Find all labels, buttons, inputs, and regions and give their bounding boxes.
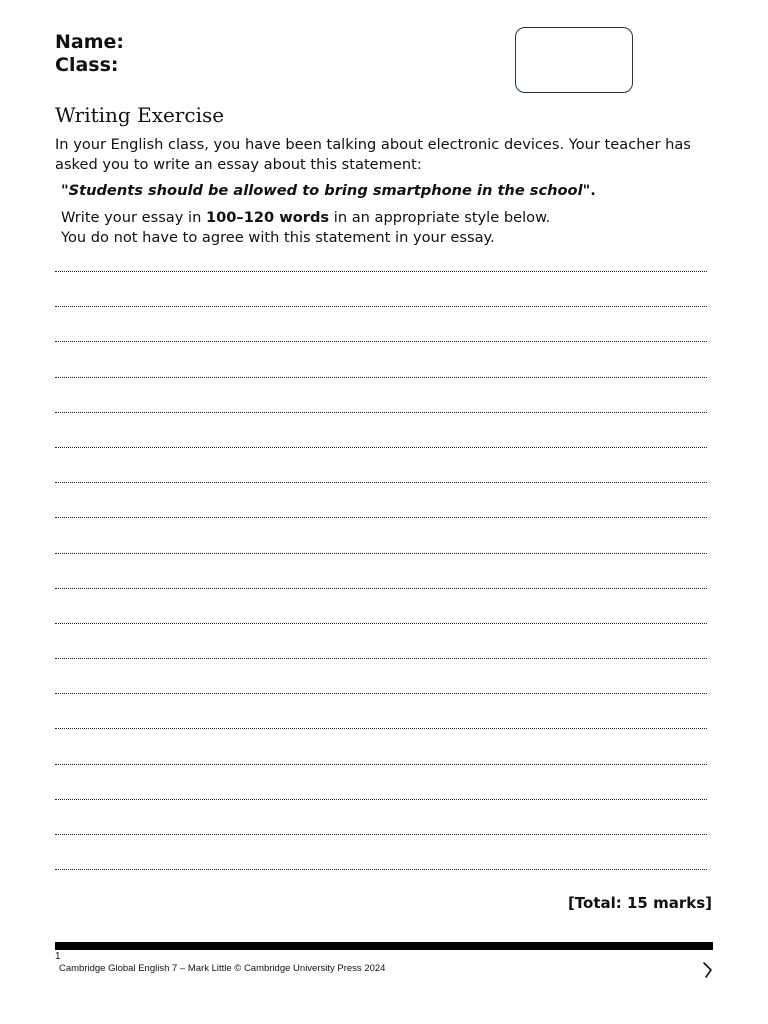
answer-line[interactable] — [55, 260, 707, 295]
essay-statement — [61, 181, 596, 201]
statement-close-quote: ". — [582, 182, 596, 199]
instruction-after: in an appropriate style below. — [329, 209, 551, 226]
answer-line[interactable] — [55, 788, 707, 823]
answer-line[interactable] — [55, 717, 707, 752]
answer-line[interactable] — [55, 506, 707, 541]
page-title: Writing Exercise — [55, 103, 225, 127]
instruction-line-1 — [61, 208, 550, 228]
class-label: Class: — [55, 54, 119, 76]
name-label: Name: — [55, 31, 125, 53]
page-number: 1 — [55, 951, 61, 962]
answer-line[interactable] — [55, 612, 707, 647]
answer-line[interactable] — [55, 858, 707, 893]
answer-lines[interactable] — [55, 260, 707, 893]
answer-line[interactable] — [55, 647, 707, 682]
statement-text: Students should be allowed to bring smartphone in the school — [68, 182, 583, 199]
answer-line[interactable] — [55, 542, 707, 577]
answer-line[interactable] — [55, 366, 707, 401]
footer-credit: Cambridge Global English 7 – Mark Little © Cambridge University Press 2024 — [59, 963, 386, 974]
chevron-right-icon[interactable] — [700, 960, 716, 980]
instructions — [61, 208, 550, 248]
statement-open-quote: " — [61, 182, 69, 199]
footer-rule — [55, 942, 713, 950]
answer-line[interactable] — [55, 577, 707, 612]
word-count: 100–120 words — [205, 209, 330, 226]
score-box — [515, 27, 633, 93]
answer-line[interactable] — [55, 401, 707, 436]
answer-line[interactable] — [55, 295, 707, 330]
answer-line[interactable] — [55, 682, 707, 717]
answer-line[interactable] — [55, 330, 707, 365]
intro-text: In your English class, you have been talking about electronic devices. Your teacher has asked you to write an essay about this statement: — [55, 136, 691, 173]
answer-line[interactable] — [55, 471, 707, 506]
student-info — [55, 31, 124, 77]
instruction-line-2: You do not have to agree with this statement in your essay. — [61, 229, 495, 246]
total-marks: [Total: 15 marks] — [567, 894, 712, 912]
answer-line[interactable] — [55, 823, 707, 858]
instruction-before: Write your essay in — [61, 209, 206, 226]
answer-line[interactable] — [55, 753, 707, 788]
answer-line[interactable] — [55, 436, 707, 471]
